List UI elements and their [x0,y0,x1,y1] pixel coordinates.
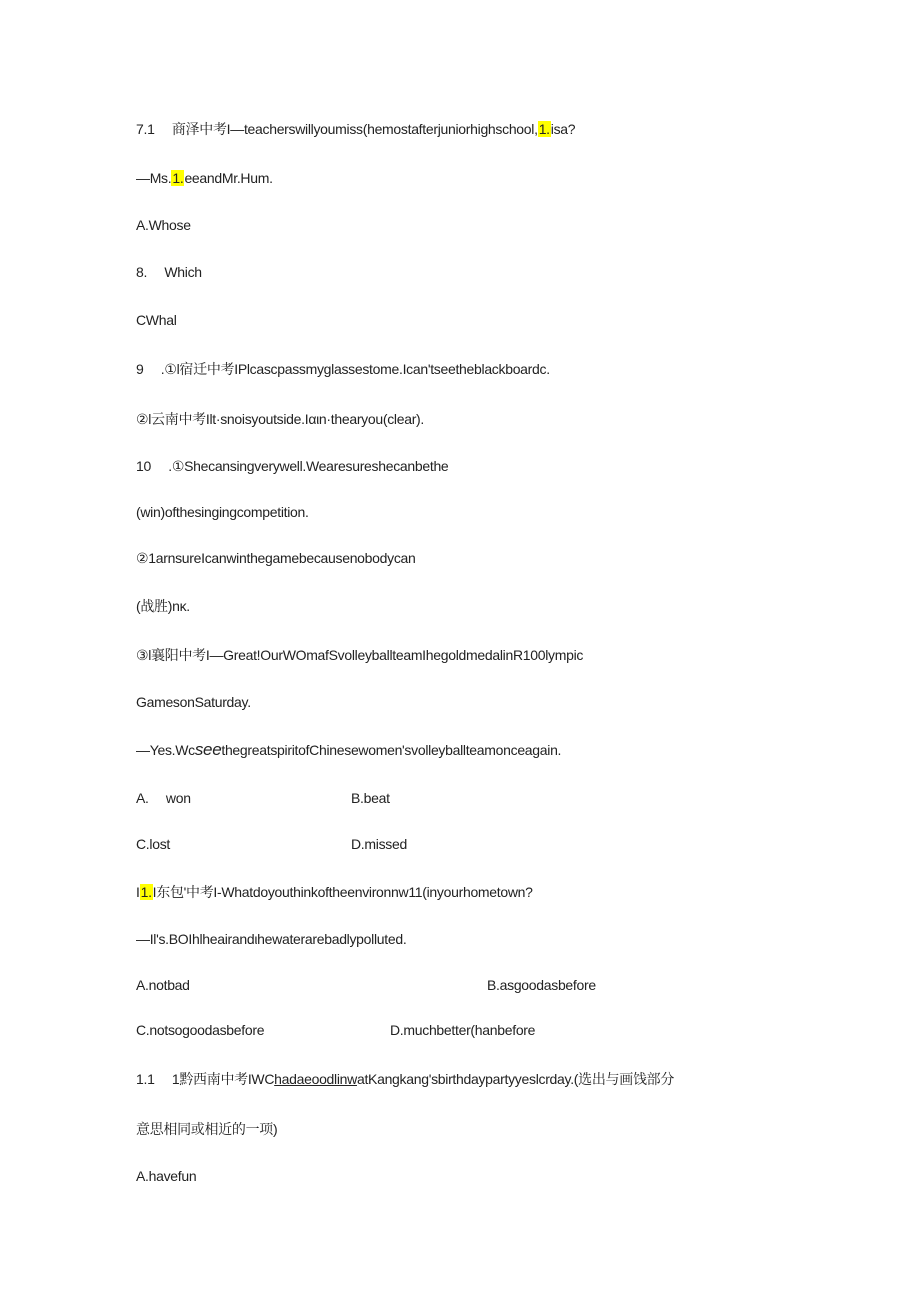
question-7-text: 7.1 商泽中考I—teacherswillyoumiss(hemostafterjuniorhighschool, [136,121,538,137]
option-a-havefun: A.havefun [136,1168,197,1184]
question-9-part-1: 9 .①l宿迁中考IPlcascpassmyglassestome.Ican'tseetheblackboardc. [136,361,550,377]
question-12-instruction: 意思相同或相近的一项) [136,1121,278,1137]
option-a-won: A. won [136,790,191,806]
highlight-mark: 1. [172,170,184,186]
question-7-answer-line [136,169,273,187]
question-10-part-3-cont: GamesonSaturday. [136,694,251,710]
question-10-part-1: 10 .①Shecansingverywell.Wearesureshecanbethe [136,458,449,474]
question-12-text: atKangkang'sbirthdaypartyyeslcrday.(选出与画饯部分 [356,1071,675,1087]
question-10-part-2-cont: (战胜)nκ. [136,598,190,614]
reply-italic-word: see [194,740,222,759]
option-b-asgood: B.asgoodasbefore [487,977,596,993]
question-11-prefix: I [136,884,140,900]
option-c: CWhal [136,312,177,328]
option-a-notbad: A.notbad [136,977,190,993]
question-12-prefix: 1.1 1黔西南中考IWC [136,1071,275,1087]
answer-text-end: eeandMr.Hum. [184,170,273,186]
question-7-text-end: isa? [550,121,576,137]
question-10-part-1-cont: (win)ofthesingingcompetition. [136,504,309,520]
option-d-missed: D.missed [351,836,407,852]
question-9-part-2: ②l云南中考Ilt·snoisyoutside.Iαιn·thearyou(clear). [136,411,425,427]
question-8-line: 8. Which [136,264,202,280]
option-a: A.Whose [136,217,191,233]
question-10-reply [136,741,561,759]
option-c-lost: C.lost [136,836,170,852]
question-7-stem [136,120,575,138]
question-11-stem [136,883,533,901]
question-12-stem [136,1070,674,1088]
option-d-muchbetter: D.muchbetter(hanbefore [390,1022,536,1038]
option-b-beat: B.beat [351,790,390,806]
highlight-mark: 1. [538,121,550,137]
option-c-notsogood: C.notsogoodasbefore [136,1022,265,1038]
question-11-reply: —Il's.BOIhlheairandιhewaterarebadlypolluted. [136,931,407,947]
question-11-text: I东包'中考I-Whatdoyouthinkoftheenvironnw11(inyourhometown? [152,884,533,900]
answer-text: —Ms. [136,170,172,186]
reply-text: —Yes.Wc [136,742,195,758]
question-10-part-3: ③l襄阳中考I—Great!OurWOmafSvolleyballteamIhegoldmedalinR100lympic [136,647,584,663]
highlight-mark: 1. [140,884,152,900]
reply-text-end: thegreatspiritofChinesewomen'svolleyballteamonceagain. [221,742,562,758]
question-10-part-2: ②1arnsureIcanwinthegamebecausenobodycan [136,550,416,566]
underlined-phrase: hadaeoodlinw [274,1071,357,1087]
